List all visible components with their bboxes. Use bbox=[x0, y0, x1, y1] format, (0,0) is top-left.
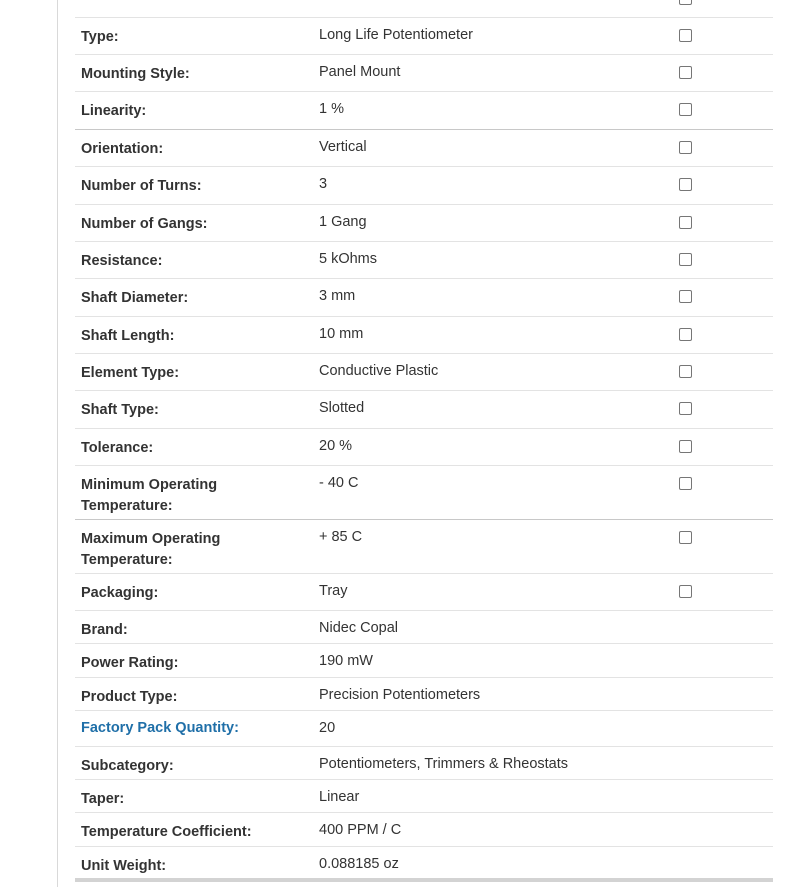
spec-label: Resistance: bbox=[81, 253, 163, 269]
spec-value: Potentiometers, Trimmers & Rheostats bbox=[319, 756, 568, 772]
spec-row bbox=[75, 574, 773, 611]
partial-top-row bbox=[75, 0, 773, 18]
spec-row bbox=[75, 466, 773, 520]
spec-row bbox=[75, 678, 773, 711]
spec-row bbox=[75, 747, 773, 780]
spec-value: 190 mW bbox=[319, 653, 373, 669]
spec-value: 0.088185 oz bbox=[319, 856, 399, 872]
spec-label: Temperature Coefficient: bbox=[81, 824, 252, 840]
spec-label: Number of Gangs: bbox=[81, 216, 208, 232]
spec-row bbox=[75, 18, 773, 55]
spec-value: 5 kOhms bbox=[319, 251, 378, 267]
spec-value: 400 PPM / C bbox=[319, 822, 402, 838]
attribute-checkbox[interactable] bbox=[679, 402, 692, 415]
attribute-checkbox[interactable] bbox=[679, 531, 692, 544]
spec-row bbox=[75, 847, 773, 880]
spec-row bbox=[75, 813, 773, 847]
product-attributes-table bbox=[75, 0, 773, 880]
spec-row bbox=[75, 354, 773, 391]
spec-label: Number of Turns: bbox=[81, 178, 202, 194]
spec-label: Shaft Length: bbox=[81, 328, 175, 344]
spec-label: Shaft Diameter: bbox=[81, 290, 189, 306]
spec-row bbox=[75, 611, 773, 644]
spec-row bbox=[75, 55, 773, 92]
spec-value: Tray bbox=[319, 583, 348, 599]
content-left-border bbox=[57, 0, 58, 887]
spec-label: Packaging: bbox=[81, 585, 159, 601]
spec-label: Type: bbox=[81, 29, 119, 45]
spec-label: Minimum Operating Temperature: bbox=[81, 477, 218, 514]
spec-row bbox=[75, 242, 773, 279]
spec-value: 1 % bbox=[319, 101, 344, 117]
spec-label: Tolerance: bbox=[81, 440, 154, 456]
spec-label: Mounting Style: bbox=[81, 66, 190, 82]
attribute-checkbox[interactable] bbox=[679, 216, 692, 229]
spec-label: Unit Weight: bbox=[81, 858, 167, 874]
spec-value: 20 bbox=[319, 720, 336, 736]
spec-row bbox=[75, 205, 773, 242]
attribute-checkbox[interactable] bbox=[679, 66, 692, 79]
attribute-checkbox[interactable] bbox=[679, 290, 692, 303]
spec-label: Element Type: bbox=[81, 365, 180, 381]
attribute-checkbox[interactable] bbox=[679, 253, 692, 266]
spec-value: Panel Mount bbox=[319, 64, 401, 80]
spec-row bbox=[75, 279, 773, 317]
spec-label-link[interactable]: Factory Pack Quantity: bbox=[81, 720, 239, 736]
attribute-checkbox[interactable] bbox=[679, 328, 692, 341]
spec-value: Linear bbox=[319, 789, 360, 805]
spec-label: Orientation: bbox=[81, 141, 164, 157]
spec-row bbox=[75, 167, 773, 205]
spec-label: Subcategory: bbox=[81, 758, 174, 774]
attribute-checkbox[interactable] bbox=[679, 141, 692, 154]
attribute-checkbox[interactable] bbox=[679, 0, 692, 5]
spec-label: Product Type: bbox=[81, 689, 178, 705]
table-bottom-bar bbox=[75, 878, 773, 882]
spec-value: 1 Gang bbox=[319, 214, 367, 230]
spec-row bbox=[75, 711, 773, 747]
spec-value: + 85 C bbox=[319, 529, 363, 545]
spec-value: Slotted bbox=[319, 400, 365, 416]
spec-row bbox=[75, 391, 773, 429]
spec-row bbox=[75, 520, 773, 574]
spec-row bbox=[75, 92, 773, 130]
attribute-checkbox[interactable] bbox=[679, 585, 692, 598]
spec-value: Vertical bbox=[319, 139, 367, 155]
spec-label: Linearity: bbox=[81, 103, 147, 119]
spec-value: 3 mm bbox=[319, 288, 356, 304]
spec-label: Power Rating: bbox=[81, 655, 179, 671]
spec-value: 10 mm bbox=[319, 326, 364, 342]
spec-row bbox=[75, 429, 773, 466]
spec-value: Conductive Plastic bbox=[319, 363, 439, 379]
spec-label: Shaft Type: bbox=[81, 402, 159, 418]
spec-value: Precision Potentiometers bbox=[319, 687, 481, 703]
spec-row bbox=[75, 317, 773, 354]
spec-label: Brand: bbox=[81, 622, 128, 638]
spec-label: Maximum Operating Temperature: bbox=[81, 531, 221, 568]
spec-row bbox=[75, 644, 773, 678]
spec-row bbox=[75, 130, 773, 167]
attribute-checkbox[interactable] bbox=[679, 103, 692, 116]
spec-value: 3 bbox=[319, 176, 328, 192]
spec-value: 20 % bbox=[319, 438, 353, 454]
attribute-checkbox[interactable] bbox=[679, 29, 692, 42]
attribute-checkbox[interactable] bbox=[679, 178, 692, 191]
attribute-checkbox[interactable] bbox=[679, 365, 692, 378]
attribute-checkbox[interactable] bbox=[679, 440, 692, 453]
spec-label: Taper: bbox=[81, 791, 125, 807]
spec-value: Long Life Potentiometer bbox=[319, 27, 473, 43]
attribute-checkbox[interactable] bbox=[679, 477, 692, 490]
spec-value: - 40 C bbox=[319, 475, 359, 491]
spec-value: Nidec Copal bbox=[319, 620, 398, 636]
spec-row bbox=[75, 780, 773, 813]
